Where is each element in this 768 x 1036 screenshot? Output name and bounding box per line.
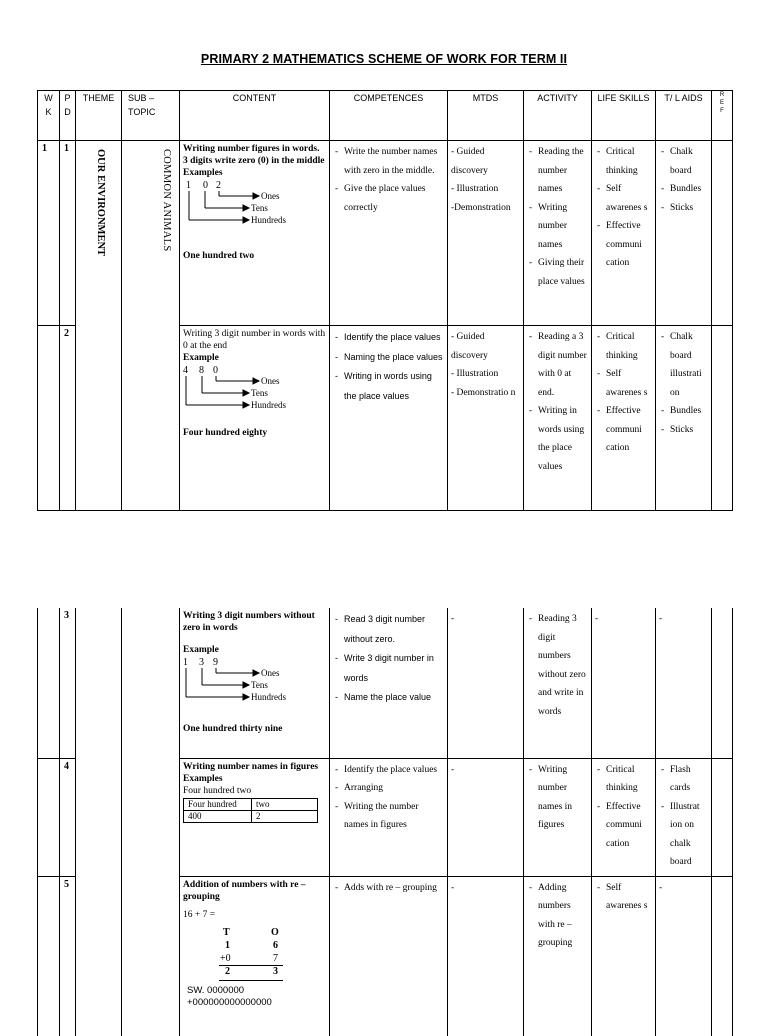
- period-number: 5: [60, 876, 76, 1036]
- examples-label: Example: [183, 353, 219, 363]
- sw-line-1: SW. 0000000: [187, 984, 245, 996]
- addition-rule-lines: [183, 927, 293, 987]
- table-row: [38, 141, 733, 326]
- competences-cell: - Read 3 digit number without zero. - Write 3 digit number in words - Name the place value: [330, 608, 448, 758]
- ref-cell: [712, 141, 733, 326]
- activity-cell: - Reading 3 digit numbers without zero and write in words: [524, 608, 592, 758]
- place-value-mini-table: Four hundred two 400 2: [183, 798, 318, 823]
- place-value-diagram: 4 8 0 Ones Tens Hundreds: [183, 365, 326, 415]
- header-life-skills: LIFE SKILLS: [592, 91, 656, 141]
- content-heading: Writing 3 digit numbers without zero in words: [183, 611, 315, 633]
- header-mtds: MTDS: [448, 91, 524, 141]
- mtds-cell: -: [448, 608, 524, 758]
- content-answer: One hundred thirty nine: [183, 724, 283, 734]
- content-heading: Writing 3 digit number in words with 0 at the end: [183, 329, 326, 351]
- sum-expression: 16 + 7 =: [183, 909, 216, 920]
- theme-cell: [76, 141, 122, 511]
- content-sub: 3 digits write zero (0) in the middle: [183, 156, 325, 166]
- life-skills-cell: - Self awarenes s: [592, 876, 656, 1036]
- content-heading: Writing number names in figures: [183, 761, 319, 772]
- header-competences: COMPETENCES: [330, 91, 448, 141]
- week-number: [38, 876, 60, 1036]
- ref-cell: [712, 608, 733, 758]
- header-wk: W K: [38, 91, 60, 141]
- header-activity: ACTIVITY: [524, 91, 592, 141]
- ref-cell: [712, 758, 733, 876]
- place-value-diagram: 1 3 9 Ones Tens Hundreds: [183, 657, 326, 707]
- content-answer: Four hundred eighty: [183, 428, 268, 438]
- week-number: [38, 758, 60, 876]
- content-cell: [180, 608, 330, 758]
- period-number: 1: [60, 141, 76, 326]
- header-subtopic: SUB – TOPIC: [122, 91, 180, 141]
- theme-cell: [76, 608, 122, 1036]
- sw-line-2: +000000000000000: [187, 996, 272, 1008]
- content-answer: One hundred two: [183, 251, 255, 261]
- mtds-cell: -: [448, 758, 524, 876]
- content-cell: [180, 758, 330, 876]
- subtopic-cell: [122, 608, 180, 1036]
- tl-aids-cell: - Chalk board illustrati on - Bundles - Sticks: [656, 326, 712, 511]
- content-cell: [180, 141, 330, 326]
- theme-text: OUR ENVIRONMENT: [95, 149, 106, 257]
- examples-label: Examples: [183, 773, 223, 784]
- tl-aids-cell: - Flash cards - Illustrat ion on chalk board: [656, 758, 712, 876]
- header-ref: R E F: [712, 91, 733, 141]
- life-skills-cell: - Critical thinking - Self awarenes s - Effective communi cation: [592, 326, 656, 511]
- week-number: [38, 326, 60, 511]
- content-cell: [180, 326, 330, 511]
- content-line: Four hundred two: [183, 785, 252, 796]
- examples-label: Example: [183, 645, 219, 655]
- content-heading: Writing number figures in words.: [183, 144, 320, 154]
- place-value-diagram: 1 0 2 Ones Tens Hundreds: [183, 180, 326, 230]
- column-addition: T O 1 6 +0 7 2 3: [183, 927, 326, 997]
- content-cell: [180, 876, 330, 1036]
- ref-cell: [712, 326, 733, 511]
- page-title: PRIMARY 2 MATHEMATICS SCHEME OF WORK FOR TERM II: [200, 52, 568, 66]
- tl-aids-cell: - Chalk board - Bundles - Sticks: [656, 141, 712, 326]
- tl-aids-cell: -: [656, 876, 712, 1036]
- life-skills-cell: - Critical thinking - Self awarenes s - Effective communi cation: [592, 141, 656, 326]
- period-number: 4: [60, 758, 76, 876]
- subtopic-text: COMMON ANIMALS: [161, 149, 172, 252]
- header-tl-aids: T/ L AIDS: [656, 91, 712, 141]
- scheme-table-1: [37, 90, 733, 511]
- activity-cell: - Adding numbers with re – grouping: [524, 876, 592, 1036]
- activity-cell: - Reading a 3 digit number with 0 at end. - Writing in words using the place values: [524, 326, 592, 511]
- mtds-cell: - Guided discovery - Illustration - Demonstratio n: [448, 326, 524, 511]
- examples-label: Examples: [183, 168, 223, 178]
- period-number: 2: [60, 326, 76, 511]
- life-skills-cell: -: [592, 608, 656, 758]
- header-pd: P D: [60, 91, 76, 141]
- activity-cell: - Reading the number names - Writing number names - Giving their place values: [524, 141, 592, 326]
- week-number: 1: [38, 141, 60, 326]
- header-content: CONTENT: [180, 91, 330, 141]
- tl-aids-cell: -: [656, 608, 712, 758]
- competences-cell: - Adds with re – grouping: [330, 876, 448, 1036]
- table-row: [38, 608, 733, 758]
- competences-cell: - Identify the place values - Arranging - Writing the number names in figures: [330, 758, 448, 876]
- header-theme: THEME: [76, 91, 122, 141]
- subtopic-cell: [122, 141, 180, 511]
- competences-cell: - Write the number names with zero in the middle. - Give the place values correctly: [330, 141, 448, 326]
- content-heading: Addition of numbers with re – grouping: [183, 879, 306, 902]
- week-number: [38, 608, 60, 758]
- activity-cell: - Writing number names in figures: [524, 758, 592, 876]
- life-skills-cell: - Critical thinking - Effective communi cation: [592, 758, 656, 876]
- competences-cell: - Identify the place values - Naming the place values - Writing in words using the place values: [330, 326, 448, 511]
- mtds-cell: -: [448, 876, 524, 1036]
- mtds-cell: - Guided discovery - Illustration -Demonstration: [448, 141, 524, 326]
- ref-cell: [712, 876, 733, 1036]
- header-row: [38, 91, 733, 141]
- scheme-table-2: [37, 608, 733, 1036]
- period-number: 3: [60, 608, 76, 758]
